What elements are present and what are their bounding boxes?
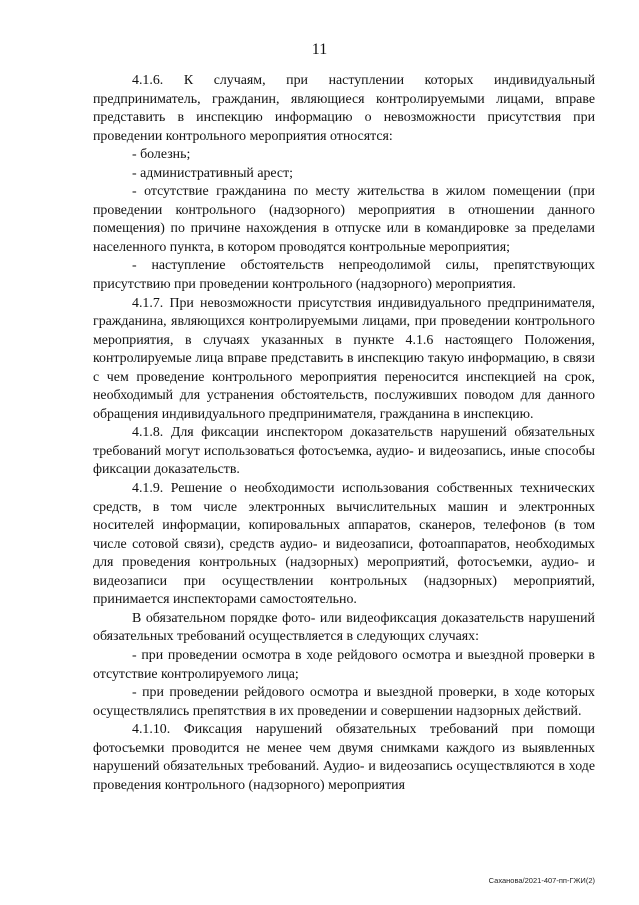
list-item-illness: - болезнь;	[132, 147, 191, 163]
page-number: 11	[311, 41, 328, 58]
paragraph-mandatory-fixation: В обязательном порядке фото- или видеофиксация доказательств нарушений обязательных требований осуществляется в следующих случаях:	[93, 610, 595, 645]
paragraph-4-1-6: 4.1.6. К случаям, при наступлении которых индивидуальный предприниматель, гражданин, являющиеся контролируемыми лицами, вправе представить в инспекцию информацию о невозможности присутствия при проведении контрольного мероприятия относятся:	[93, 73, 595, 144]
paragraph-4-1-10: 4.1.10. Фиксация нарушений обязательных требований при помощи фотосъемки проводится не менее чем двумя снимками каждого из выявленных нарушений обязательных требований. Аудио- и видеозапись осуществляются в ходе проведения контрольного (надзорного) мероприятия	[93, 722, 595, 793]
footer-document-code: Саханова/2021-407-пп-ГЖИ(2)	[488, 876, 595, 885]
paragraph-4-1-8: 4.1.8. Для фиксации инспектором доказательств нарушений обязательных требований могут использоваться фотосъемка, аудио- и видеозапись, иные способы фиксации доказательств.	[93, 425, 595, 478]
paragraph-4-1-7: 4.1.7. При невозможности присутствия индивидуального предпринимателя, гражданина, являющихся контролируемыми лицами, при проведении контрольного мероприятия, в случаях указанных в пункте 4.1.6 настоящего Положения, контролируемые лица вправе представить в инспекцию такую информацию, в связи с чем проведение контрольного мероприятия переносится инспекцией на срок, необходимый для устранения обстоятельств, послуживших поводом для данного обращения индивидуального предпринимателя, гражданина в инспекцию.	[93, 295, 595, 422]
document-body	[93, 72, 595, 795]
list-item-absence: - отсутствие гражданина по месту жительства в жилом помещении (при проведении контрольного (надзорного) мероприятия в отношении данного помещения) по причине нахождения в отпуске или в командировке за пределами населенного пункта, в котором проводятся контрольные мероприятия;	[93, 184, 595, 255]
list-item-obstruction: - при проведении рейдового осмотра и выездной проверки, в ходе которых осуществлялись препятствия в их проведении и совершении надзорных действий.	[93, 685, 595, 719]
list-item-arrest: - административный арест;	[132, 165, 294, 181]
paragraph-4-1-9: 4.1.9. Решение о необходимости использования собственных технических средств, в том числе электронных вычислительных машин и электронных носителей информации, копировальных аппаратов, сканеров, телефонов (в том числе сотовой связи), средств аудио- и видеозаписи, фотоаппаратов, необходимых для проведения контрольных (надзорных) мероприятий, фотосъемки, аудио- и видеозаписи при осуществлении контрольных (надзорных) мероприятий, принимается инспекторами самостоятельно.	[93, 481, 595, 608]
list-item-force-majeure: - наступление обстоятельств непреодолимой силы, препятствующих присутствию при проведении контрольного (надзорного) мероприятия.	[93, 258, 595, 293]
list-item-inspection-absence: - при проведении осмотра в ходе рейдового осмотра и выездной проверки в отсутствие контролируемого лица;	[93, 647, 595, 682]
